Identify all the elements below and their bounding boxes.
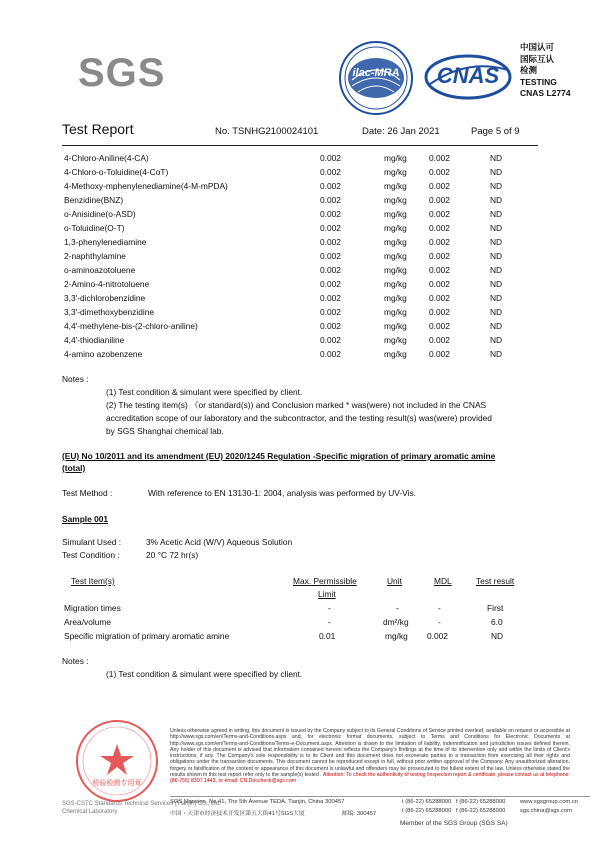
table-row-result: 6.0	[491, 617, 503, 627]
table-row	[62, 277, 542, 291]
report-title: Test Report	[62, 121, 134, 137]
side-line: 国际互认	[520, 53, 555, 64]
table-row	[62, 165, 542, 179]
item-mdl: 0.002	[429, 195, 450, 205]
col-header-result: Test result	[476, 576, 515, 586]
item-result: ND	[490, 195, 503, 205]
item-name: Benzidine(BNZ)	[64, 195, 124, 205]
sgs-logo-text: SGS	[78, 51, 166, 95]
item-unit: mg/kg	[384, 209, 407, 219]
sgs-logo	[78, 50, 166, 96]
item-name: 4-amino azobenzene	[64, 349, 143, 359]
table-row-unit: -	[396, 603, 399, 613]
table-row	[62, 221, 542, 235]
item-mdl: 0.002	[429, 181, 450, 191]
condition-value: 20 °C 72 hr(s)	[146, 550, 199, 560]
page-number: Page 5 of 9	[471, 126, 520, 137]
item-result: ND	[490, 209, 503, 219]
table-row-result: First	[487, 603, 504, 613]
report-number: No. TSNHG2100024101	[215, 126, 319, 137]
item-mdl: 0.002	[429, 349, 450, 359]
postcode: 邮编: 300457	[342, 811, 377, 817]
item-unit: mg/kg	[384, 349, 407, 359]
item-mdl: 0.002	[429, 223, 450, 233]
section-heading: (EU) No 10/2011 and its amendment (EU) 2020/1245 Regulation -Specific migration of primary aromatic amine	[62, 451, 496, 461]
item-unit: mg/kg	[384, 195, 407, 205]
table-row-limit: 0.01	[319, 631, 336, 641]
address-chinese	[170, 808, 572, 817]
item-name: 1,3-phenylenediamine	[64, 237, 147, 247]
item-mdl: 0.002	[429, 321, 450, 331]
table-row-limit: -	[328, 617, 331, 627]
table-row-name: Area/volume	[64, 617, 112, 627]
address-cn: 中国・天津市经济技术开发区第五大街41号SGS大厦	[170, 811, 305, 817]
item-limit: 0.002	[320, 251, 341, 261]
ilac-mra-label: ilac-MRA	[352, 67, 400, 79]
item-unit: mg/kg	[384, 167, 407, 177]
table-row	[62, 347, 542, 361]
item-unit: mg/kg	[384, 237, 407, 247]
item-result: ND	[490, 153, 503, 163]
simulant-value: 3% Acetic Acid (W/V) Aqueous Solution	[146, 537, 293, 547]
side-line: CNAS L2774	[520, 88, 571, 98]
item-mdl: 0.002	[429, 153, 450, 163]
cnas-accreditation-text	[520, 42, 590, 100]
item-name: 4,4'-methylene-bis-(2-chloro-aniline)	[64, 321, 198, 331]
cnas-logo	[424, 54, 512, 100]
report-header	[62, 123, 562, 141]
item-limit: 0.002	[320, 153, 341, 163]
item-name: 2-Amino-4-nitrotoluene	[64, 279, 150, 289]
item-mdl: 0.002	[429, 307, 450, 317]
col-header-item: Test Item(s)	[71, 576, 115, 586]
notes-label: Notes :	[62, 374, 89, 384]
condition-label: Test Condition :	[62, 550, 120, 560]
item-limit: 0.002	[320, 237, 341, 247]
item-mdl: 0.002	[429, 265, 450, 275]
email-link[interactable]: sgs.china@sgs.com	[520, 808, 572, 814]
item-unit: mg/kg	[384, 223, 407, 233]
side-line: TESTING	[520, 76, 557, 87]
item-result: ND	[490, 265, 503, 275]
item-mdl: 0.002	[429, 251, 450, 261]
item-unit: mg/kg	[384, 293, 407, 303]
table-row	[62, 333, 542, 347]
item-result: ND	[490, 251, 503, 261]
item-limit: 0.002	[320, 181, 341, 191]
item-result: ND	[490, 349, 503, 359]
item-mdl: 0.002	[429, 209, 450, 219]
fax: f (86-22) 65288000	[456, 799, 506, 805]
item-limit: 0.002	[320, 223, 341, 233]
side-line: 检测	[520, 65, 538, 75]
item-result: ND	[490, 237, 503, 247]
item-name: 3,3'-dimethoxybenzidine	[64, 307, 155, 317]
item-mdl: 0.002	[429, 335, 450, 345]
item-result: ND	[490, 167, 503, 177]
website-link[interactable]: www.sgsgroup.com.cn	[520, 799, 578, 805]
note-item: (1) Test condition & simulant were specified by client.	[106, 669, 303, 679]
table-row-mdl: -	[438, 617, 441, 627]
table-row	[62, 179, 542, 193]
item-limit: 0.002	[320, 307, 341, 317]
report-date: Date: 26 Jan 2021	[362, 126, 440, 137]
table-row	[62, 235, 542, 249]
table-row	[62, 305, 542, 319]
table-row	[62, 193, 542, 207]
col-header-limit-2: Limit	[318, 589, 336, 599]
table-row-mdl: 0.002	[427, 631, 448, 641]
item-name: 3,3'-dichlorobenzidine	[64, 293, 146, 303]
header-divider	[62, 145, 538, 146]
item-name: 4-Chloro-o-Toluidine(4-CoT)	[64, 167, 169, 177]
col-header-unit: Unit	[387, 576, 402, 586]
item-name: o-Toluidine(O-T)	[64, 223, 125, 233]
note-item: by SGS Shanghai chemical lab.	[106, 426, 224, 436]
terms-fine-print	[170, 728, 570, 785]
authenticity-notice: Attention: To check the authenticity of testing /inspection report & certificate, please contact us at telephone: (86-755) 8307 1443, or email: CN.Doccheck@sgs.com	[170, 772, 570, 785]
footer-divider	[170, 796, 590, 797]
stamp-text: 检验检测专用章	[92, 780, 142, 787]
item-result: ND	[490, 307, 503, 317]
telephone-cn: t (86-22) 65288000	[402, 808, 452, 814]
item-limit: 0.002	[320, 293, 341, 303]
item-unit: mg/kg	[384, 181, 407, 191]
item-name: 4,4'-thiodianiline	[64, 335, 125, 345]
table-row-unit: dm²/kg	[383, 617, 409, 627]
simulant-label: Simulant Used :	[62, 537, 122, 547]
item-name: o-aminoazotoluene	[64, 265, 136, 275]
item-limit: 0.002	[320, 265, 341, 275]
ilac-mra-logo	[338, 40, 414, 116]
item-mdl: 0.002	[429, 167, 450, 177]
cnas-logo-text: CNAS	[436, 63, 500, 88]
address-en: SGS Mansion, No.41, The 5th Avenue TEDA, Tianjin, China 300457	[170, 799, 345, 805]
table-row-limit: -	[328, 603, 331, 613]
lab-caption-line: SGS-CSTC Standards Technical Services (Tianjin) Co., Ltd.	[62, 801, 221, 807]
item-name: 2-naphthylamine	[64, 251, 126, 261]
notes-label: Notes :	[62, 656, 89, 666]
item-unit: mg/kg	[384, 335, 407, 345]
col-header-limit: Max. Permissible	[293, 576, 357, 586]
note-item: (2) The testing item(s) （or standard(s)) and Conclusion marked * was(were) not included in the CNAS	[106, 400, 487, 410]
telephone: t (86-22) 65288000	[402, 799, 452, 805]
table-row	[62, 291, 542, 305]
item-result: ND	[490, 181, 503, 191]
item-unit: mg/kg	[384, 153, 407, 163]
item-limit: 0.002	[320, 279, 341, 289]
sample-heading: Sample 001	[62, 514, 109, 524]
fax-cn: f (86-22) 65288000	[456, 808, 506, 814]
item-name: 4-Chloro-Aniline(4-CA)	[64, 153, 149, 163]
terms-text: Unless otherwise agreed in writing, this document is issued by the Company subject to its General Conditions of Service printed overleaf, available on request or accessible at http://www.sgs.com/en/Terms-and-Conditions.aspx and, for electronic format documents, subject to Terms and Conditions for Electronic Documents at http://www.sgs.com/en/Terms-and-Conditions/Terms-e-Document.aspx. Attention is drawn to the limitation of liability, indemnification and jurisdiction issues defined therein. Any holder of this document is advised that information contained hereon reflects the Company's findings at the time of its intervention only and within the limits of Client's instructions, if any. The Company's sole responsibility is to its Client and this document does not exonerate parties to a transaction from exercising all their rights and obligations under the transaction documents. This document cannot be reproduced except in full, without prior written approval of the Company. Any unauthorized alteration, forgery or falsification of the content or appearance of this document is unlawful and offenders may be prosecuted to the fullest extent of the law. Unless otherwise stated the results shown in this test report refer only to the sample(s) tested .	[170, 728, 570, 779]
table-row	[62, 249, 542, 263]
item-unit: mg/kg	[384, 251, 407, 261]
item-result: ND	[490, 279, 503, 289]
table-row	[62, 207, 542, 221]
item-unit: mg/kg	[384, 307, 407, 317]
col-header-mdl: MDL	[434, 576, 452, 586]
lab-caption-line: Chemical Laboratory	[62, 809, 118, 815]
section-heading-cont: (total)	[62, 463, 86, 473]
item-result: ND	[490, 321, 503, 331]
table-row	[62, 319, 542, 333]
item-limit: 0.002	[320, 321, 341, 331]
test-method-text: With reference to EN 13130-1: 2004, analysis was performed by UV-Vis.	[148, 488, 416, 498]
table-row-name: Specific migration of primary aromatic amine	[64, 631, 230, 641]
item-mdl: 0.002	[429, 279, 450, 289]
table-row	[62, 263, 542, 277]
item-name: 4-Methoxy-mphenylenediamine(4-M-mPDA)	[64, 181, 228, 191]
address-english	[170, 799, 578, 805]
note-item: accreditation scope of our laboratory and the subcontractor, and the testing result(s) was(were) provided	[106, 413, 492, 423]
item-limit: 0.002	[320, 335, 341, 345]
side-line: 中国认可	[520, 42, 555, 52]
item-unit: mg/kg	[384, 265, 407, 275]
item-limit: 0.002	[320, 195, 341, 205]
item-name: o-Anisidine(o-ASD)	[64, 209, 136, 219]
test-method-label: Test Method :	[62, 488, 113, 498]
item-unit: mg/kg	[384, 321, 407, 331]
item-result: ND	[490, 223, 503, 233]
item-limit: 0.002	[320, 349, 341, 359]
item-result: ND	[490, 293, 503, 303]
item-limit: 0.002	[320, 167, 341, 177]
table-row-unit: mg/kg	[385, 631, 408, 641]
item-unit: mg/kg	[384, 279, 407, 289]
table-row-result: ND	[491, 631, 504, 641]
table-row-name: Migration times	[64, 603, 121, 613]
table-row	[62, 151, 542, 165]
official-seal-stamp	[72, 716, 162, 806]
item-mdl: 0.002	[429, 293, 450, 303]
note-item: (1) Test condition & simulant were specified by client.	[106, 387, 303, 397]
item-mdl: 0.002	[429, 237, 450, 247]
table-row-mdl: -	[438, 603, 441, 613]
item-limit: 0.002	[320, 209, 341, 219]
item-result: ND	[490, 335, 503, 345]
group-membership: Member of the SGS Group (SGS SA)	[400, 820, 508, 827]
